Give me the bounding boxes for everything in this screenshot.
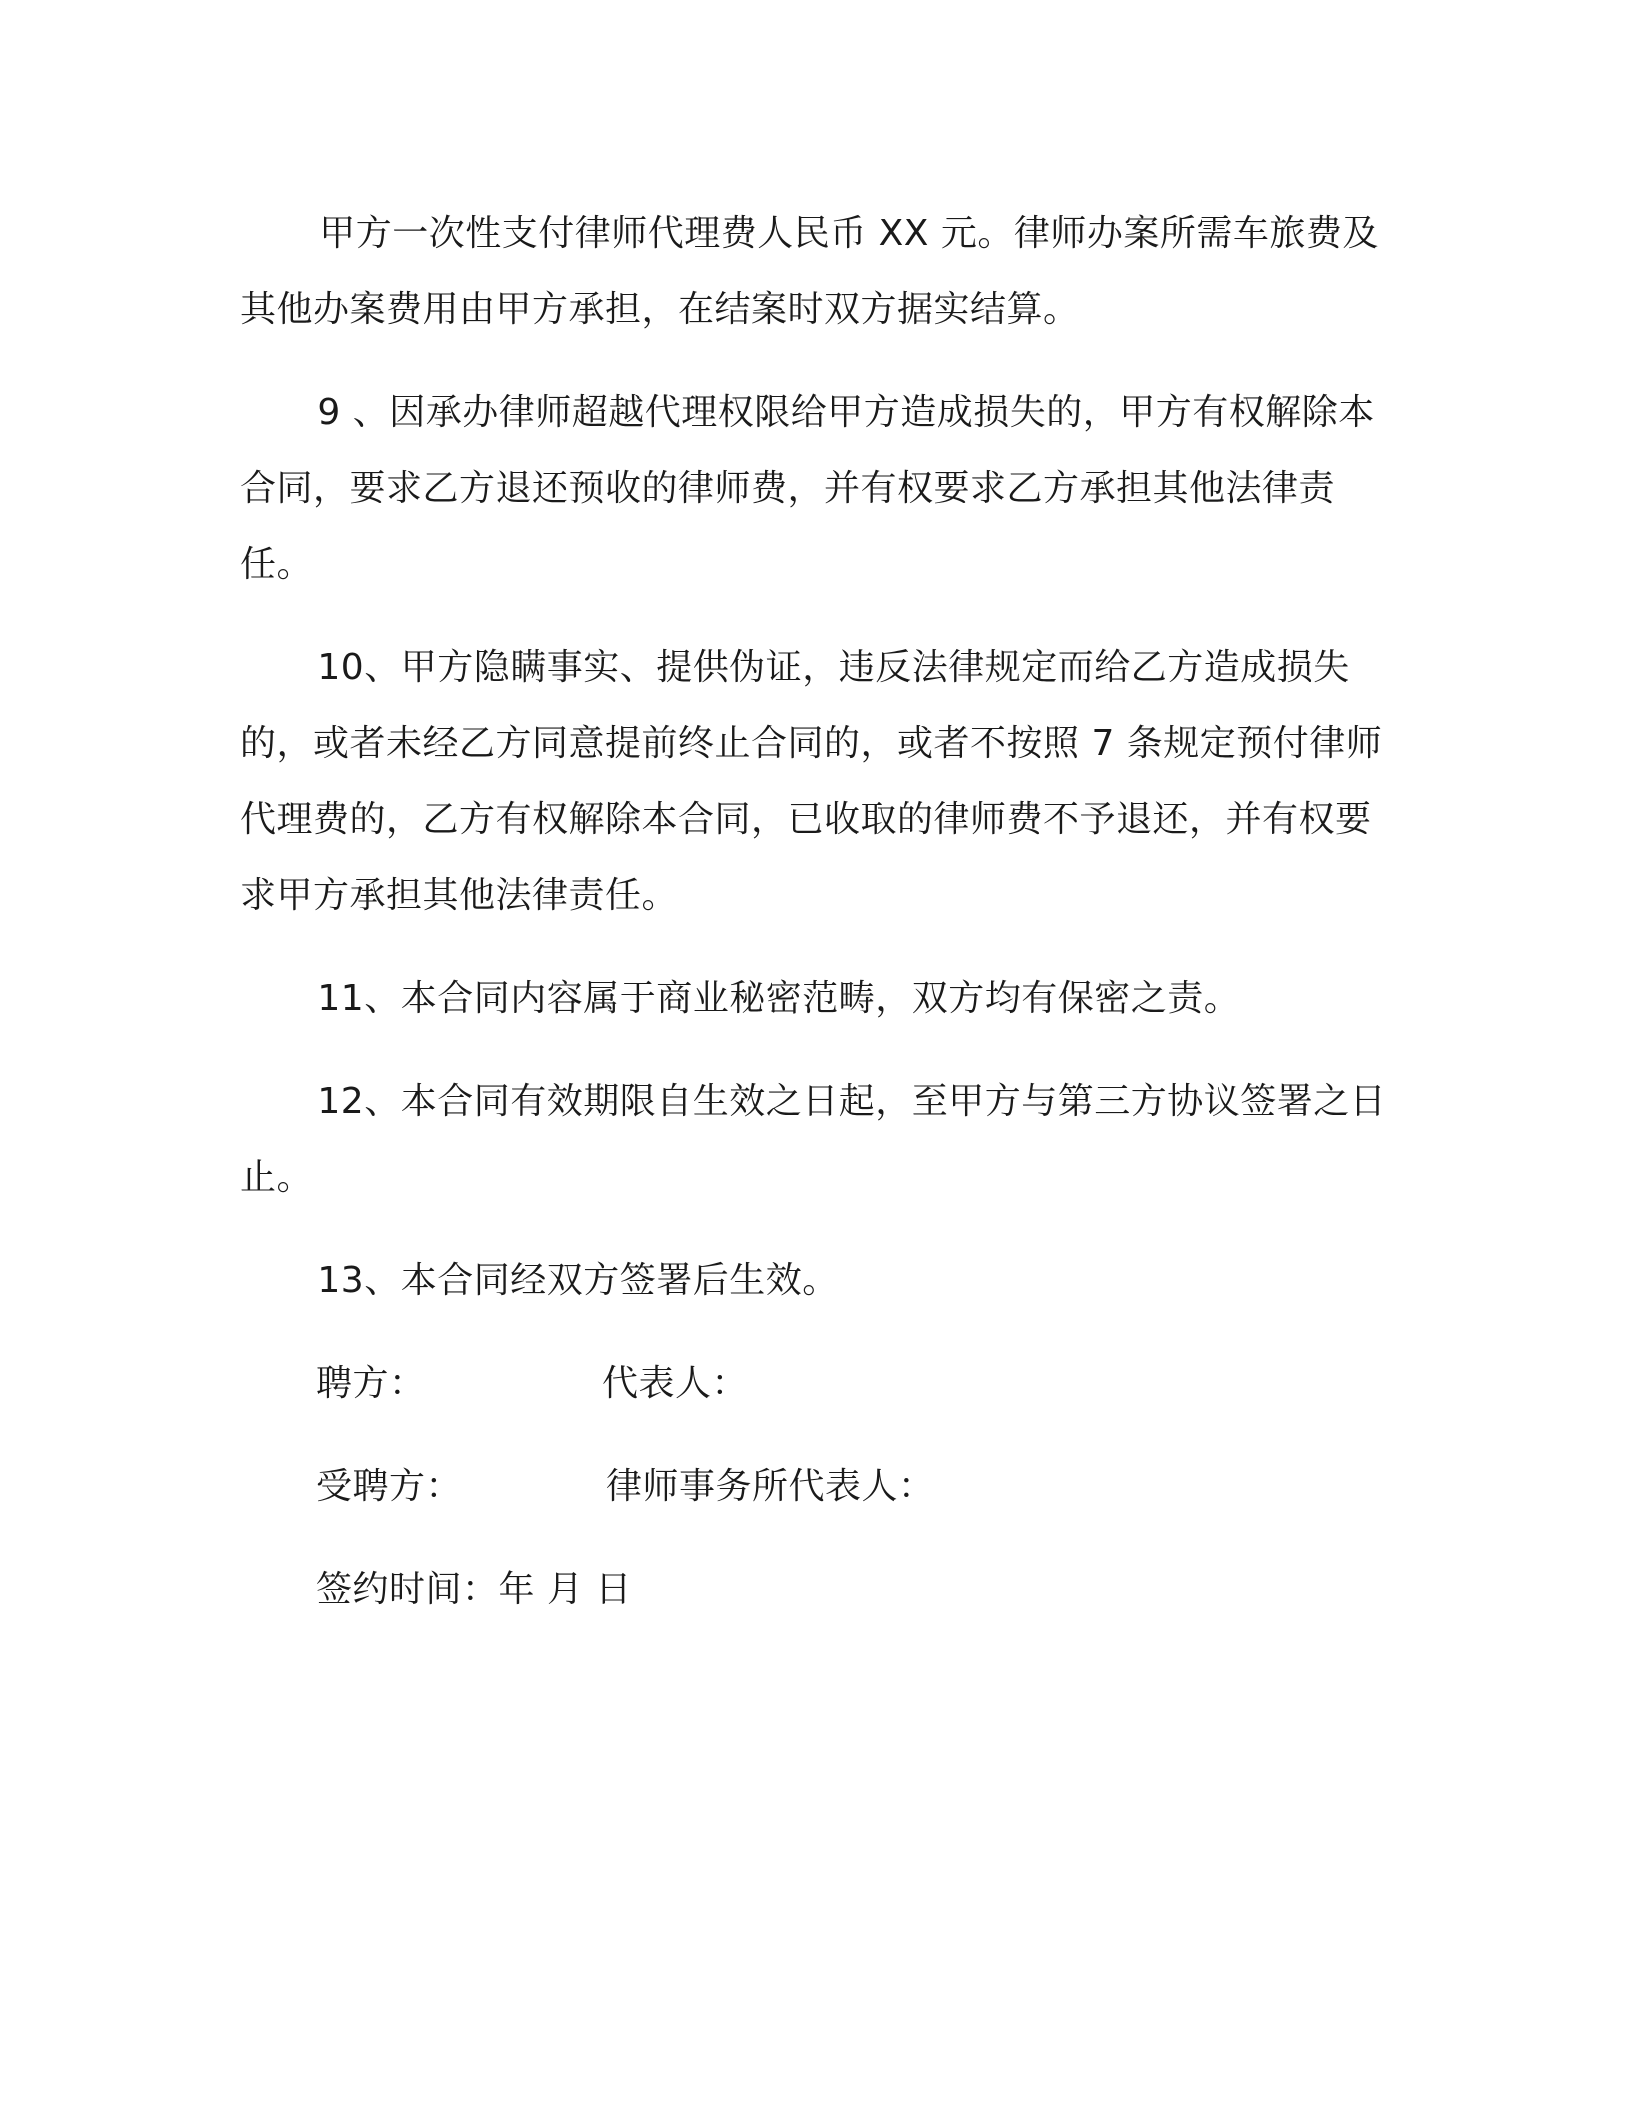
paragraph-fee-payment: 甲方一次性支付律师代理费人民币 XX 元。律师办案所需车旅费及其他办案费用由甲方承担，在结案时双方据实结算。 bbox=[240, 213, 1379, 330]
signature-row-date bbox=[240, 1552, 1390, 1628]
paragraph-clause-12: 12、本合同有效期限自生效之日起，至甲方与第三方协议签署之日止。 bbox=[240, 1081, 1387, 1198]
paragraph-clause-9: 9 、因承办律师超越代理权限给甲方造成损失的，甲方有权解除本合同，要求乙方退还预收的律师费，并有权要求乙方承担其他法律责任。 bbox=[240, 392, 1375, 585]
paragraph-clause-13: 13、本合同经双方签署后生效。 bbox=[317, 1260, 839, 1301]
document-body bbox=[240, 196, 1390, 1655]
employer-label: 聘方： bbox=[316, 1363, 426, 1404]
signature-row-employee bbox=[240, 1449, 1390, 1525]
representative-label: 代表人： bbox=[602, 1363, 749, 1404]
paragraph-clause-10: 10、甲方隐瞒事实、提供伪证，违反法律规定而给乙方造成损失的，或者未经乙方同意提前终止合同的，或者不按照 7 条规定预付律师代理费的，乙方有权解除本合同，已收取的律师费不予退还，并有权要求甲方承担其他法律责任。 bbox=[240, 647, 1383, 916]
signing-date-label: 签约时间：年 月 日 bbox=[316, 1569, 632, 1610]
signature-row-employer bbox=[240, 1346, 1390, 1422]
firm-representative-label: 律师事务所代表人： bbox=[606, 1466, 935, 1507]
paragraph-clause-11: 11、本合同内容属于商业秘密范畴，双方均有保密之责。 bbox=[317, 978, 1241, 1019]
employee-label: 受聘方： bbox=[316, 1466, 463, 1507]
